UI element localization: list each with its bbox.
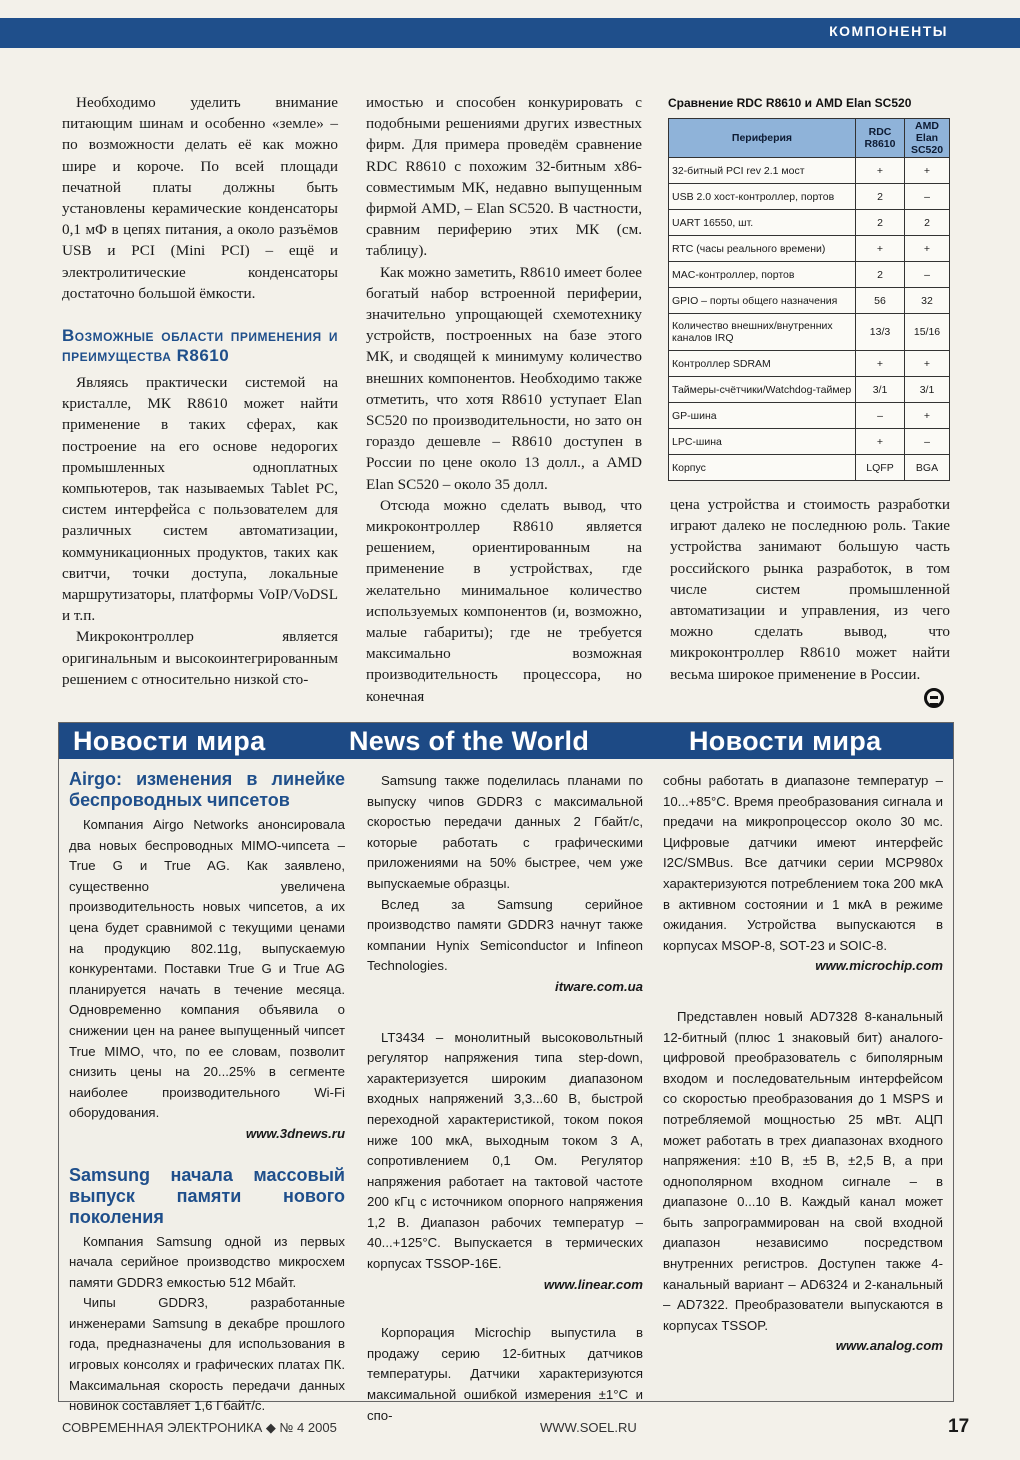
article-column-1 [62, 92, 338, 690]
article-paragraph: Как можно заметить, R8610 имеет более богатый набор встроенной периферии, значительно упрощающей схемотехнику устройств, построенных на базе этого МК, и сводящей к минимуму количество внешних компонентов. Необходимо также отметить, что хотя R8610 уступает Elan SC520 по производительности, но зато он гораздо дешевле – R8610 доступен в России по цене около 13 долл., а AMD Elan SC520 – около 35 долл. [366, 263, 642, 493]
table-cell: – [905, 429, 950, 455]
table-row [669, 403, 950, 429]
news-paragraph: Samsung также поделилась планами по выпуску чипов GDDR3 с максимальной скоростью передачи данных 2 Гбайт/с, которые работать с графическими приложениями на 50% быстрее, чем уже выпускаемые образцы. [367, 773, 643, 891]
table-cell: + [905, 351, 950, 377]
journal-logo-icon [924, 688, 944, 708]
footer-site-link[interactable]: WWW.SOEL.RU [540, 1420, 637, 1435]
news-banner [59, 723, 953, 759]
table-cell: BGA [905, 455, 950, 481]
table-cell: + [856, 158, 905, 184]
table-cell: 2 [905, 210, 950, 236]
table-header-cell: AMD Elan SC520 [905, 119, 950, 158]
table-cell: LPC-шина [669, 429, 856, 455]
table-cell: 13/3 [856, 314, 905, 351]
news-paragraph: Компания Airgo Networks анонсировала два новых беспроводных MIMO-чипсета – True G и True AG. Как заявлено, существенно увеличена производительность новых чипсетов, а их цена будет сравнимой с текущими ценами на продукцию 802.11g, выпускаемую конкурентами. Поставки True G и True AG планируется начать в течение месяца. Одновременно компания объявила о снижении цен на ранее выпущенный чипсет True MIMO, что, по ее словам, позволит снизить цены на 20...25% в сегменте наиболее производительного Wi-Fi оборудования. [69, 817, 345, 1121]
news-paragraph: Компания Samsung одной из первых начала серийное производство микросхем памяти GDDR3 емкостью 512 Мбайт. [69, 1233, 345, 1290]
news-paragraph: Корпорация Microchip выпустила в продажу серию 12-битных датчиков температуры. Датчики характеризуются максимальной ошибкой измерения ±1°С и спо- [367, 1325, 643, 1423]
table-cell: + [905, 158, 950, 184]
news-source-link[interactable]: www.3dnews.ru [245, 1125, 345, 1141]
article-paragraph: Являясь практически системой на кристалле, МК R8610 может найти применение в таких сферах, как построение на его основе недорогих промышленных одноплатных компьютеров, так называемых Tablet PC, систем интерфейса с пользователем для различных систем автоматизации, коммуникационных продуктов, таких как свитчи, точки доступа, локальные маршрутизаторы, платформы VoIP/VoDSL и т.п. [62, 374, 338, 625]
table-title: Сравнение RDC R8610 и AMD Elan SC520 [668, 96, 912, 110]
table-cell: + [856, 429, 905, 455]
table-header-cell: Периферия [669, 119, 856, 158]
table-cell: 2 [856, 210, 905, 236]
news-paragraph: Вслед за Samsung серийное производство памяти GDDR3 начнут также компании Hynix Semiconductor и Infineon Technologies. [367, 896, 643, 974]
table-cell: Таймеры-счётчики/Watchdog-таймер [669, 377, 856, 403]
table-cell: – [856, 403, 905, 429]
section-title: КОМПОНЕНТЫ [829, 23, 948, 39]
table-row [669, 158, 950, 184]
table-cell: 32 [905, 288, 950, 314]
table-row [669, 314, 950, 351]
news-paragraph: собны работать в диапазоне температур –10...+85°С. Время преобразования сигнала и предачи на микропроцессор около 30 мс. Цифровые датчики имеют интерфейс I2C/SMBus. Все датчики серии MCP980x характеризуются потреблением тока 200 мкА в активном состоянии и 1 мкА в режиме ожидания. Устройства выпускаются в корпусах MSOP-8, SOT-23 и SOIC-8. [663, 773, 943, 953]
table-header-row [669, 119, 950, 158]
news-source-link[interactable]: www.linear.com [543, 1276, 643, 1292]
table-cell: 2 [856, 262, 905, 288]
table-cell: RTC (часы реального времени) [669, 236, 856, 262]
table-row [669, 262, 950, 288]
table-cell: + [856, 351, 905, 377]
article-column-2 [366, 92, 642, 707]
table-cell: + [905, 403, 950, 429]
table-cell: 15/16 [905, 314, 950, 351]
table-cell: GPIO – порты общего назначения [669, 288, 856, 314]
comparison-table [668, 118, 950, 481]
table-cell: Количество внешних/внутренних каналов IRQ [669, 314, 856, 351]
banner-text: News of the World [349, 726, 590, 756]
news-source-link[interactable]: www.analog.com [835, 1338, 943, 1354]
article-paragraph: цена устройства и стоимость разработки играют далеко не последнюю роль. Такие устройства занимают большую часть российского рынка разработок, в том числе систем промышленной автоматизации и управления, из чего можно сделать вывод, что микроконтроллер R8610 может найти весьма широкое применение в России. [670, 496, 950, 683]
article-paragraph: имостью и способен конкурировать с подобными решениями других известных фирм. Для примера проведём сравнение RDC R8610 с похожим 32-битным x86-совместимым МК, недавно выпущенным фирмой AMD, – Elan SC520. В частности, сравним периферию этих МК (см. таблицу). [366, 94, 642, 260]
table-cell: UART 16550, шт. [669, 210, 856, 236]
table-row [669, 210, 950, 236]
banner-text: Новости мира [73, 726, 266, 756]
comparison-table-block [668, 96, 952, 481]
news-source-link[interactable]: www.microchip.com [815, 958, 943, 974]
table-cell: Корпус [669, 455, 856, 481]
news-paragraph: Представлен новый AD7328 8-канальный 12-битный (плюс 1 знаковый бит) аналого-цифровой преобразователь с биполярным входом и последовательным интерфейсом со скоростью преобразования до 1 MSPS и потребляемой мощностью 25 мВт. АЦП может работать в трех диапазонах входного напряжения: ±10 В, ±5 В, ±2,5 В, а при однополярном входном сигнале – в диапазоне 0...10 В. Каждый канал может быть запрограммирован на свой входной диапазон независимо посредством внутренних регистров. Доступен также 4-канальный вариант – AD6324 и 2-канальный – AD7322. Преобразователи выпускаются в корпусах TSSOP. [663, 1008, 943, 1333]
news-column-2 [367, 771, 643, 1426]
table-cell: Контроллер SDRAM [669, 351, 856, 377]
page-number: 17 [948, 1416, 970, 1437]
news-section [58, 722, 954, 1423]
table-row [669, 288, 950, 314]
table-cell: GP-шина [669, 403, 856, 429]
table-cell: – [905, 184, 950, 210]
table-row [669, 377, 950, 403]
table-cell: 56 [856, 288, 905, 314]
news-paragraph: Чипы GDDR3, разработанные инженерами Samsung в декабре прошлого года, предназначены для использования в игровых консолях и графических платах ПК. Максимальная скорость передачи данных новинок составляет 1,6 Гбайт/с. [69, 1295, 345, 1414]
table-cell: + [856, 236, 905, 262]
news-headline: Samsung начала массовый выпуск памяти нового поколения [69, 1164, 345, 1227]
news-column-3 [663, 771, 943, 1357]
news-paragraph: LT3434 – монолитный высоковольтный регулятор напряжения типа step-down, характеризуется широким диапазоном входных напряжений 3,3...60 В, быстрой переходной характеристикой, током покоя ниже 100 мкА, выходным током 3 А, сопротивлением 0,1 Ом. Регулятор напряжения работает на тактовой частоте 200 кГц с источником опорного напряжения 1,2 В. Диапазон рабочих температур –40...+125°С. Выпускается в термических корпусах TSSOP-16E. [367, 1029, 643, 1272]
news-headline: Airgo: изменения в линейке беспроводных чипсетов [69, 769, 345, 810]
section-header-bar [0, 18, 1020, 48]
table-cell: USB 2.0 хост-контроллер, портов [669, 184, 856, 210]
table-cell: – [905, 262, 950, 288]
article-column-3 [670, 494, 950, 685]
table-cell: MAC-контроллер, портов [669, 262, 856, 288]
table-row [669, 351, 950, 377]
article-paragraph: Отсюда можно сделать вывод, что микроконтроллер R8610 является решением, ориентированным на применение в устройствах, где желательно минимальное количество используемых компонентов (и, возможно, малые габариты); где не требуется максимально возможная производительность процессора, но конечная [366, 496, 642, 705]
table-cell: + [905, 236, 950, 262]
table-cell: LQFP [856, 455, 905, 481]
table-row [669, 236, 950, 262]
table-cell: 3/1 [856, 377, 905, 403]
footer-journal: СОВРЕМЕННАЯ ЭЛЕКТРОНИКА ◆ № 4 2005 [62, 1420, 337, 1435]
article-paragraph: Микроконтроллер является оригинальным и высокоинтегрированным решением с относительно низкой сто- [62, 628, 338, 688]
table-cell: 3/1 [905, 377, 950, 403]
news-column-1 [69, 769, 345, 1417]
table-row [669, 184, 950, 210]
table-cell: 32-битный PCI rev 2.1 мост [669, 158, 856, 184]
banner-text: Новости мира [689, 726, 882, 756]
news-source-link[interactable]: itware.com.ua [555, 978, 643, 994]
table-cell: 2 [856, 184, 905, 210]
article-paragraph: Необходимо уделить внимание питающим шинам и особенно «земле» – по возможности делать её как можно шире и короче. По всей площади печатной платы должны быть установлены керамические конденсаторы 0,1 мФ в цепях питания, а около разъёмов USB и PCI (Mini PCI) – ещё и электролитические конденсаторы достаточно большой ёмкости. [62, 94, 338, 302]
table-row [669, 455, 950, 481]
table-row [669, 429, 950, 455]
table-header-cell: RDC R8610 [856, 119, 905, 158]
section-heading: Возможные области применения и преимущества R8610 [62, 326, 338, 366]
